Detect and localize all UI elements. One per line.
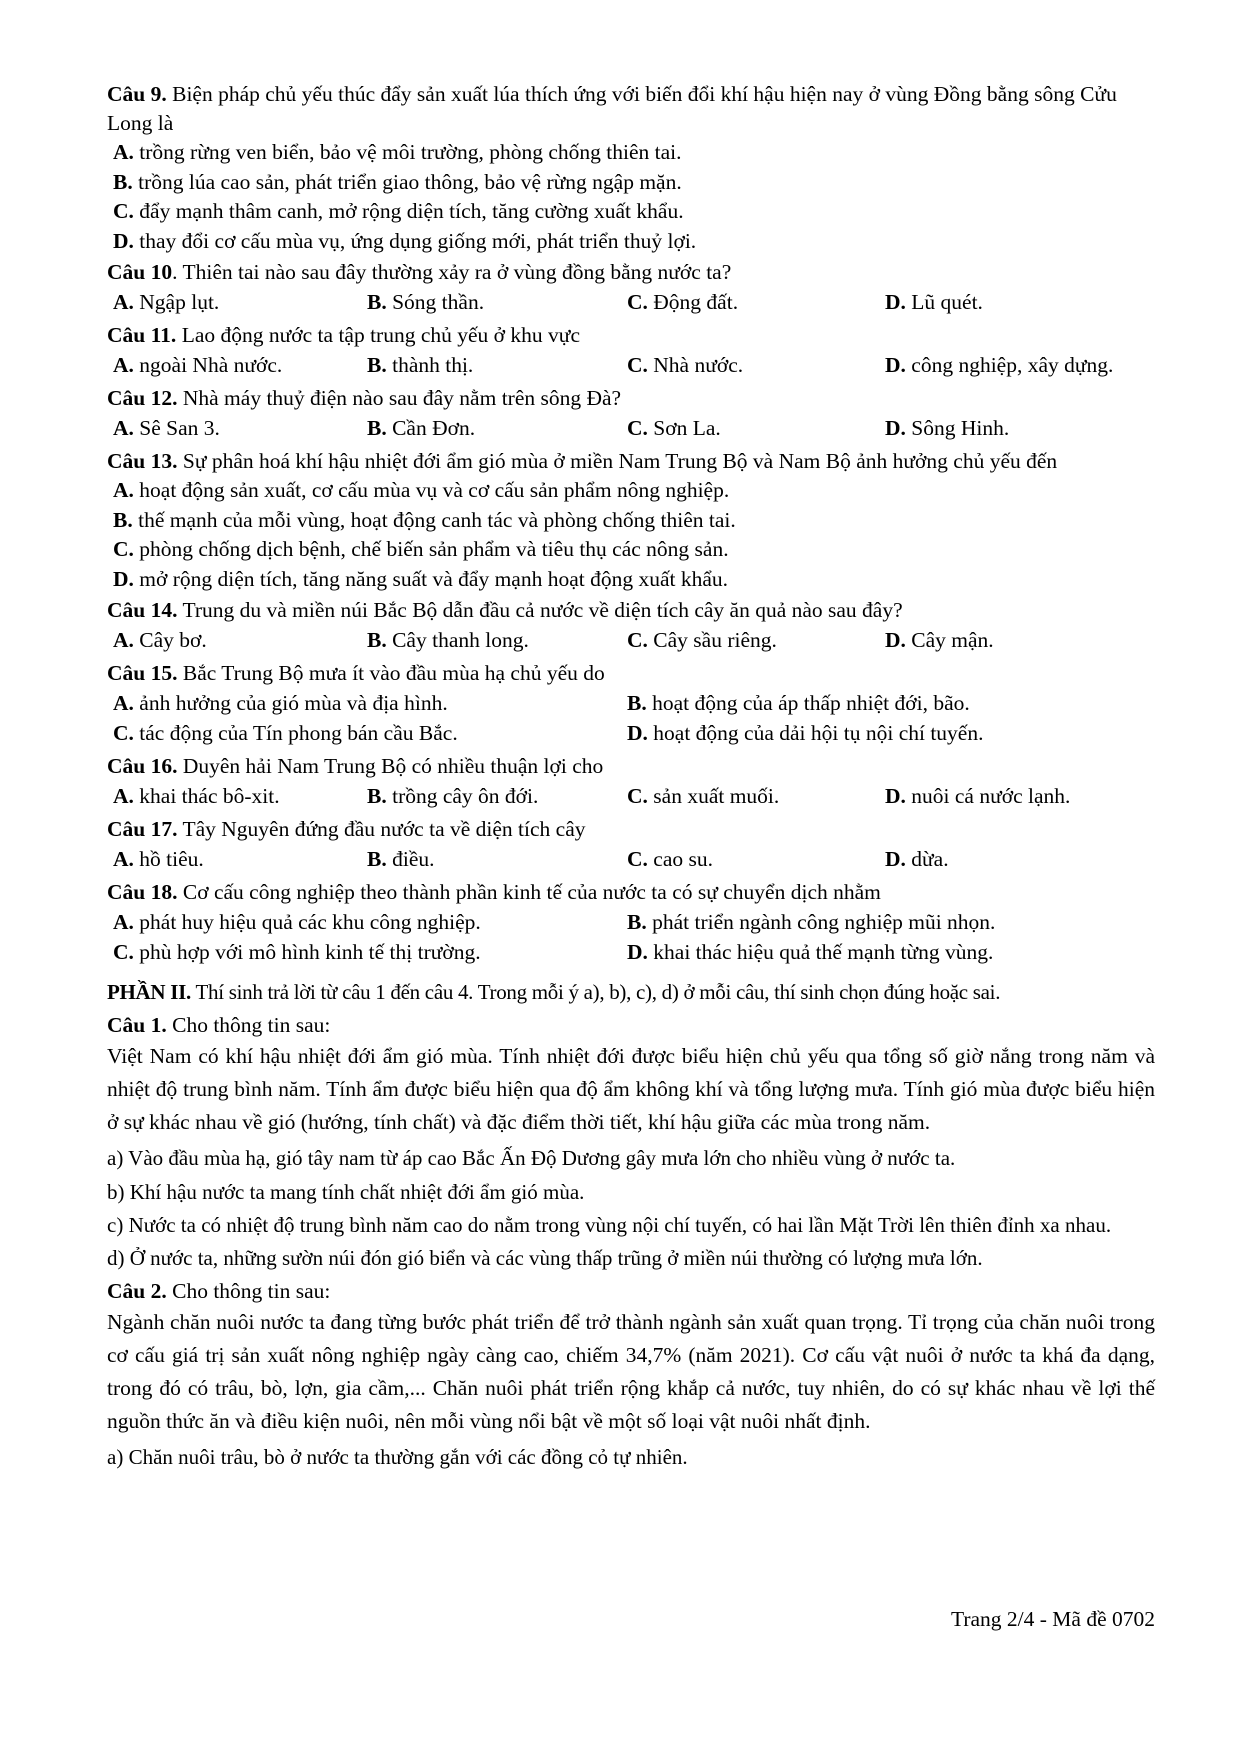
option-a (113, 688, 627, 718)
option-key: B. (367, 353, 387, 377)
option-text: khai thác hiệu quả thế mạnh từng vùng. (647, 940, 994, 964)
question-label: Câu 1. (107, 1013, 167, 1037)
options-row (107, 413, 1155, 443)
option-text: khai thác bô-xit. (133, 784, 280, 808)
option-d (885, 287, 1155, 317)
options-row (107, 350, 1155, 380)
option-b (367, 350, 627, 380)
option-key: D. (885, 290, 906, 314)
option-text: mở rộng diện tích, tăng năng suất và đẩy mạnh hoạt động xuất khẩu. (133, 566, 729, 591)
option-c (627, 625, 885, 655)
option-text: dừa. (905, 847, 949, 871)
option-key: B. (367, 784, 387, 808)
question-10 (107, 258, 1155, 287)
option-d (627, 937, 993, 967)
option-a (107, 138, 1155, 168)
option-key: D. (627, 940, 648, 964)
question-label: Câu 17. (107, 817, 178, 841)
question-text: Sự phân hoá khí hậu nhiệt đới ẩm gió mùa ở miền Nam Trung Bộ và Nam Bộ ảnh hưởng chủ yếu đến (177, 449, 1058, 473)
option-key: D. (113, 228, 134, 253)
option-key: A. (113, 784, 134, 808)
option-key: C. (627, 784, 648, 808)
question-12 (107, 384, 1155, 413)
option-key: C. (113, 940, 134, 964)
option-text: trồng lúa cao sản, phát triển giao thông, bảo vệ rừng ngập mặn. (132, 169, 682, 194)
option-a (113, 350, 367, 380)
option-text: Lũ quét. (905, 290, 983, 314)
question-text: Trung du và miền núi Bắc Bộ dẫn đầu cả nước về diện tích cây ăn quả nào sau đây? (177, 598, 903, 622)
option-text: Cây thanh long. (386, 628, 529, 652)
part2-question-2 (107, 1277, 1155, 1306)
option-key: D. (885, 784, 906, 808)
option-text: thành thị. (386, 353, 474, 377)
option-text: hoạt động sản xuất, cơ cấu mùa vụ và cơ cấu sản phẩm nông nghiệp. (133, 478, 730, 502)
options-row (107, 907, 1155, 937)
option-d (885, 844, 1155, 874)
option-key: B. (367, 847, 387, 871)
option-text: ảnh hưởng của gió mùa và địa hình. (133, 691, 448, 715)
question-text: Bắc Trung Bộ mưa ít vào đầu mùa hạ chủ yếu do (177, 661, 605, 685)
option-b (107, 168, 1155, 198)
question-14 (107, 596, 1155, 625)
options-row (107, 781, 1155, 811)
option-b (367, 287, 627, 317)
option-c (627, 287, 885, 317)
option-key: B. (627, 910, 647, 934)
option-key: A. (113, 691, 134, 715)
option-key: D. (885, 353, 906, 377)
option-key: A. (113, 910, 134, 934)
option-text: Cây bơ. (133, 628, 207, 652)
option-b (627, 907, 995, 937)
option-key: D. (885, 847, 906, 871)
options-row (107, 937, 1155, 967)
option-d (885, 413, 1155, 443)
option-text: cao su. (647, 847, 713, 871)
part-label: PHẦN II. (107, 980, 191, 1004)
passage: Ngành chăn nuôi nước ta đang từng bước phát triển để trở thành ngành sản xuất quan trọng. Tỉ trọng của chăn nuôi trong cơ cấu giá trị sản xuất nông nghiệp ngày càng cao, chiếm 34,7% (năm 2021). Cơ cấu vật nuôi ở nước ta khá đa dạng, trong đó có trâu, bò, lợn, gia cầm,... Chăn nuôi phát triển rộng khắp cả nước, tuy nhiên, do có sự khác nhau về lợi thế nguồn thức ăn và điều kiện nuôi, nên mỗi vùng nổi bật về một số loại vật nuôi nhất định. (107, 1310, 1155, 1433)
part2-question-1 (107, 1011, 1155, 1040)
question-text: Biện pháp chủ yếu thúc đẩy sản xuất lúa thích ứng với biến đổi khí hậu hiện nay ở vùng Đồng bằng sông Cửu Long là (107, 82, 1117, 135)
statement-a: a) Vào đầu mùa hạ, gió tây nam từ áp cao Bắc Ấn Độ Dương gây mưa lớn cho nhiều vùng ở nước ta. (107, 1146, 956, 1170)
question-text: Cho thông tin sau: (166, 1013, 331, 1037)
option-key: C. (113, 721, 134, 745)
question-label: Câu 15. (107, 661, 178, 685)
option-text: Động đất. (647, 290, 739, 314)
option-text: phù hợp với mô hình kinh tế thị trường. (133, 940, 481, 964)
option-key: A. (113, 353, 134, 377)
statement-a: a) Chăn nuôi trâu, bò ở nước ta thường gắn với các đồng cỏ tự nhiên. (107, 1445, 688, 1469)
question-text: Cho thông tin sau: (166, 1279, 331, 1303)
option-text: phát triển ngành công nghiệp mũi nhọn. (646, 910, 996, 934)
option-text: Ngập lụt. (133, 290, 220, 314)
option-key: A. (113, 290, 134, 314)
question-text: . Thiên tai nào sau đây thường xảy ra ở vùng đồng bằng nước ta? (172, 260, 732, 284)
question-label: Câu 10 (107, 260, 173, 284)
option-text: hoạt động của áp thấp nhiệt đới, bão. (646, 691, 970, 715)
option-a (113, 625, 367, 655)
option-a (113, 287, 367, 317)
question-label: Câu 2. (107, 1279, 167, 1303)
option-key: B. (367, 628, 387, 652)
question-9 (107, 80, 1155, 138)
question-text: Cơ cấu công nghiệp theo thành phần kinh tế của nước ta có sự chuyển dịch nhằm (177, 880, 881, 904)
passage: Việt Nam có khí hậu nhiệt đới ẩm gió mùa. Tính nhiệt đới được biểu hiện chủ yếu qua tổng số giờ nắng trong năm và nhiệt độ trung bình năm. Tính ẩm được biểu hiện qua độ ẩm không khí và tổng lượng mưa. Tính gió mùa được biểu hiện ở sự khác nhau về gió (hướng, tính chất) và đặc điểm thời tiết, khí hậu giữa các mùa trong năm. (107, 1044, 1155, 1134)
option-d (885, 781, 1155, 811)
option-key: B. (627, 691, 647, 715)
option-key: C. (627, 353, 648, 377)
page-footer: Trang 2/4 - Mã đề 0702 (950, 1607, 1155, 1631)
statement-c: c) Nước ta có nhiệt độ trung bình năm cao do nằm trong vùng nội chí tuyến, có hai lần Mặt Trời lên thiên đỉnh xa nhau. (107, 1213, 1112, 1237)
option-text: tác động của Tín phong bán cầu Bắc. (133, 721, 458, 745)
question-18 (107, 878, 1155, 907)
option-b (627, 688, 970, 718)
option-text: Cây mận. (905, 628, 994, 652)
option-text: trồng cây ôn đới. (386, 784, 539, 808)
option-d (107, 565, 1155, 595)
option-text: Cần Đơn. (386, 416, 476, 440)
option-key: A. (113, 628, 134, 652)
option-text: hồ tiêu. (133, 847, 204, 871)
option-d (107, 227, 1155, 257)
option-key: D. (885, 416, 906, 440)
option-c (107, 197, 1155, 227)
option-text: Sơn La. (647, 416, 721, 440)
question-17 (107, 815, 1155, 844)
option-text: hoạt động của dải hội tụ nội chí tuyến. (647, 721, 984, 745)
option-key: C. (113, 199, 134, 223)
option-text: đẩy mạnh thâm canh, mở rộng diện tích, tăng cường xuất khẩu. (133, 199, 684, 223)
option-key: A. (113, 416, 134, 440)
option-c (627, 781, 885, 811)
option-b (367, 413, 627, 443)
question-label: Câu 14. (107, 598, 178, 622)
exam-page (107, 80, 1155, 1472)
option-key: C. (113, 537, 134, 561)
option-a (113, 781, 367, 811)
part-2-heading (107, 977, 1155, 1007)
option-c (627, 413, 885, 443)
option-text: điều. (386, 847, 435, 871)
option-a (113, 413, 367, 443)
option-key: B. (113, 169, 133, 194)
option-text: thế mạnh của mỗi vùng, hoạt động canh tác và phòng chống thiên tai. (132, 507, 736, 532)
question-label: Câu 11. (107, 323, 177, 347)
question-text: Lao động nước ta tập trung chủ yếu ở khu vực (176, 323, 580, 347)
option-a (107, 476, 1155, 506)
option-key: D. (885, 628, 906, 652)
option-key: C. (627, 416, 648, 440)
option-key: A. (113, 140, 134, 164)
question-11 (107, 321, 1155, 350)
option-key: A. (113, 478, 134, 502)
question-text: Nhà máy thuỷ điện nào sau đây nằm trên sông Đà? (177, 386, 622, 410)
question-16 (107, 752, 1155, 781)
option-b (367, 781, 627, 811)
option-b (367, 844, 627, 874)
option-text: Sông Hinh. (905, 416, 1010, 440)
option-text: Sóng thần. (386, 290, 485, 314)
option-key: A. (113, 847, 134, 871)
option-d (885, 625, 1155, 655)
question-text: Duyên hải Nam Trung Bộ có nhiều thuận lợi cho (177, 754, 604, 778)
options-row (107, 844, 1155, 874)
option-key: C. (627, 290, 648, 314)
option-c (113, 718, 627, 748)
part-instructions: Thí sinh trả lời từ câu 1 đến câu 4. Trong mỗi ý a), b), c), d) ở mỗi câu, thí sinh chọn đúng hoặc sai. (190, 980, 1001, 1004)
option-a (113, 844, 367, 874)
option-text: trồng rừng ven biển, bảo vệ môi trường, phòng chống thiên tai. (133, 140, 682, 164)
question-15 (107, 659, 1155, 688)
option-key: D. (113, 566, 134, 591)
option-text: nuôi cá nước lạnh. (905, 784, 1071, 808)
question-label: Câu 12. (107, 386, 178, 410)
question-13 (107, 447, 1155, 476)
options-row (107, 287, 1155, 317)
option-text: công nghiệp, xây dựng. (905, 353, 1114, 377)
option-c (627, 350, 885, 380)
question-label: Câu 9. (107, 82, 167, 106)
question-label: Câu 16. (107, 754, 178, 778)
question-label: Câu 13. (107, 449, 178, 473)
option-key: B. (367, 290, 387, 314)
question-label: Câu 18. (107, 880, 178, 904)
option-text: sản xuất muối. (647, 784, 780, 808)
option-key: C. (627, 847, 648, 871)
option-key: B. (367, 416, 387, 440)
options-row (107, 625, 1155, 655)
option-text: Sê San 3. (133, 416, 220, 440)
option-text: ngoài Nhà nước. (133, 353, 283, 377)
options-row (107, 688, 1155, 718)
option-a (113, 907, 627, 937)
statement-b: b) Khí hậu nước ta mang tính chất nhiệt đới ẩm gió mùa. (107, 1180, 585, 1204)
option-c (113, 937, 627, 967)
option-key: B. (113, 507, 133, 532)
option-b (367, 625, 627, 655)
option-text: thay đổi cơ cấu mùa vụ, ứng dụng giống mới, phát triển thuỷ lợi. (133, 228, 697, 253)
option-key: C. (627, 628, 648, 652)
option-d (885, 350, 1155, 380)
option-b (107, 506, 1155, 536)
option-c (627, 844, 885, 874)
option-text: Cây sầu riêng. (647, 628, 777, 652)
options-row (107, 718, 1155, 748)
option-text: phát huy hiệu quả các khu công nghiệp. (133, 910, 481, 934)
option-key: D. (627, 721, 648, 745)
option-c (107, 535, 1155, 565)
statement-d: d) Ở nước ta, những sườn núi đón gió biển và các vùng thấp trũng ở miền núi thường có lượng mưa lớn. (107, 1246, 983, 1270)
option-text: Nhà nước. (647, 353, 744, 377)
option-d (627, 718, 983, 748)
option-text: phòng chống dịch bệnh, chế biến sản phẩm và tiêu thụ các nông sản. (133, 537, 729, 561)
question-text: Tây Nguyên đứng đầu nước ta về diện tích cây (177, 817, 586, 841)
